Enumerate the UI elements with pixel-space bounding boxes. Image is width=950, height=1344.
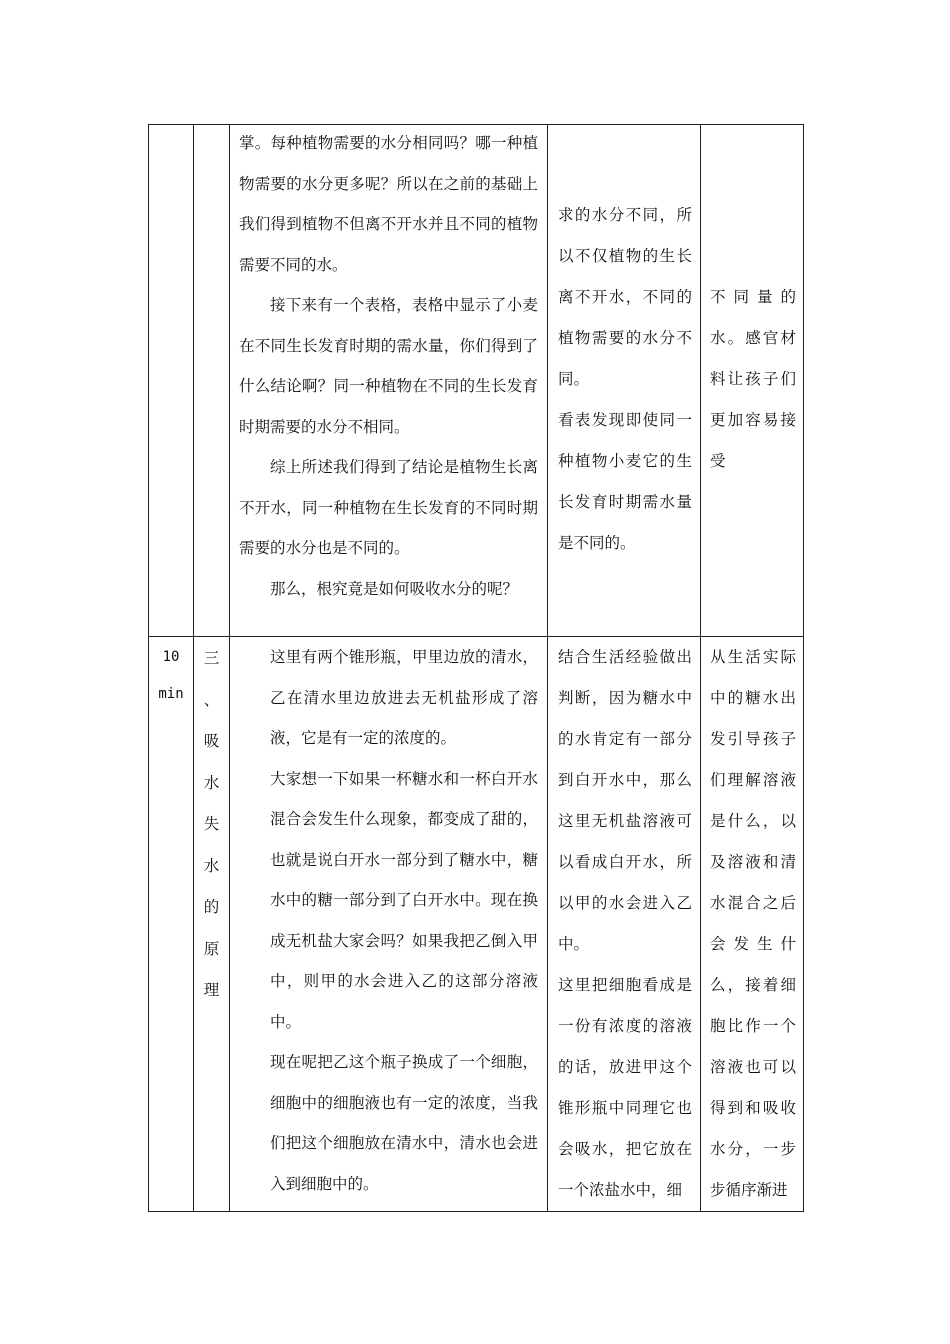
table-row — [149, 125, 804, 637]
table-row — [149, 637, 804, 1212]
student-paragraph: 这里把细胞看成是一份有浓度的溶液的话，放进甲这个锥形瓶中同理它也会吸水，把它放在一个浓盐水中，细 — [558, 976, 692, 1199]
teacher-activity-cell — [230, 637, 548, 1212]
time-cell — [149, 637, 194, 1212]
teacher-paragraph: 现在呢把乙这个瓶子换成了一个细胞，细胞中的细胞液也有一定的浓度，当我们把这个细胞放在清水中，清水也会进入到细胞中的。 — [270, 1053, 538, 1193]
design-intent-cell — [701, 125, 804, 637]
lesson-plan-table — [148, 124, 804, 1212]
teacher-paragraph: 接下来有一个表格，表格中显示了小麦在不同生长发育时期的需水量，你们得到了什么结论啊？同一种植物在不同的生长发育时期需要的水分不相同。 — [239, 296, 538, 436]
time-unit: min — [158, 686, 184, 702]
teacher-paragraph: 这里有两个锥形瓶，甲里边放的清水，乙在清水里边放进去无机盐形成了溶液，它是有一定的浓度的。 — [270, 648, 538, 747]
teacher-paragraph: 大家想一下如果一杯糖水和一杯白开水混合会发生什么现象，都变成了甜的，也就是说白开水一部分到了糖水中，糖水中的糖一部分到了白开水中。现在换成无机盐大家会吗？如果我把乙倒入甲中，则甲的水会进入乙的这部分溶液中。 — [270, 769, 538, 1031]
student-paragraph: 结合生活经验做出判断，因为糖水中的水肯定有一部分到白开水中，那么这里无机盐溶液可以看成白开水，所以甲的水会进入乙中。 — [558, 648, 692, 953]
time-cell — [149, 125, 194, 637]
teacher-activity-cell — [230, 125, 548, 637]
teacher-paragraph: 掌。每种植物需要的水分相同吗？哪一种植物需要的水分更多呢？所以在之前的基础上我们得到植物不但离不开水并且不同的植物需要不同的水。 — [239, 134, 538, 274]
section-title: 三 、 吸 水 失 水 的 原 理 — [203, 649, 220, 999]
time-value: 10 — [162, 649, 180, 665]
student-paragraph: 看表发现即使同一种植物小麦它的生长发育时期需水量是不同的。 — [558, 411, 692, 552]
teacher-paragraph: 那么，根究竟是如何吸收水分的呢？ — [270, 579, 519, 598]
section-cell — [194, 125, 230, 637]
design-intent-cell — [701, 637, 804, 1212]
intent-paragraph: 不同量的水。感官材料让孩子们更加容易接受 — [710, 288, 796, 470]
intent-paragraph: 从生活实际中的糖水出发引导孩子们理解溶液是什么，以及溶液和清水混合之后会发生什么，接着细胞比作一个溶液也可以得到和吸收水分，一步步循序渐进 — [710, 648, 796, 1199]
teacher-paragraph: 综上所述我们得到了结论是植物生长离不开水，同一种植物在生长发育的不同时期需要的水分也是不同的。 — [239, 458, 538, 557]
student-activity-cell — [548, 125, 701, 637]
section-cell — [194, 637, 230, 1212]
student-paragraph: 求的水分不同，所以不仅植物的生长离不开水，不同的植物需要的水分不同。 — [558, 206, 692, 388]
student-activity-cell — [548, 637, 701, 1212]
